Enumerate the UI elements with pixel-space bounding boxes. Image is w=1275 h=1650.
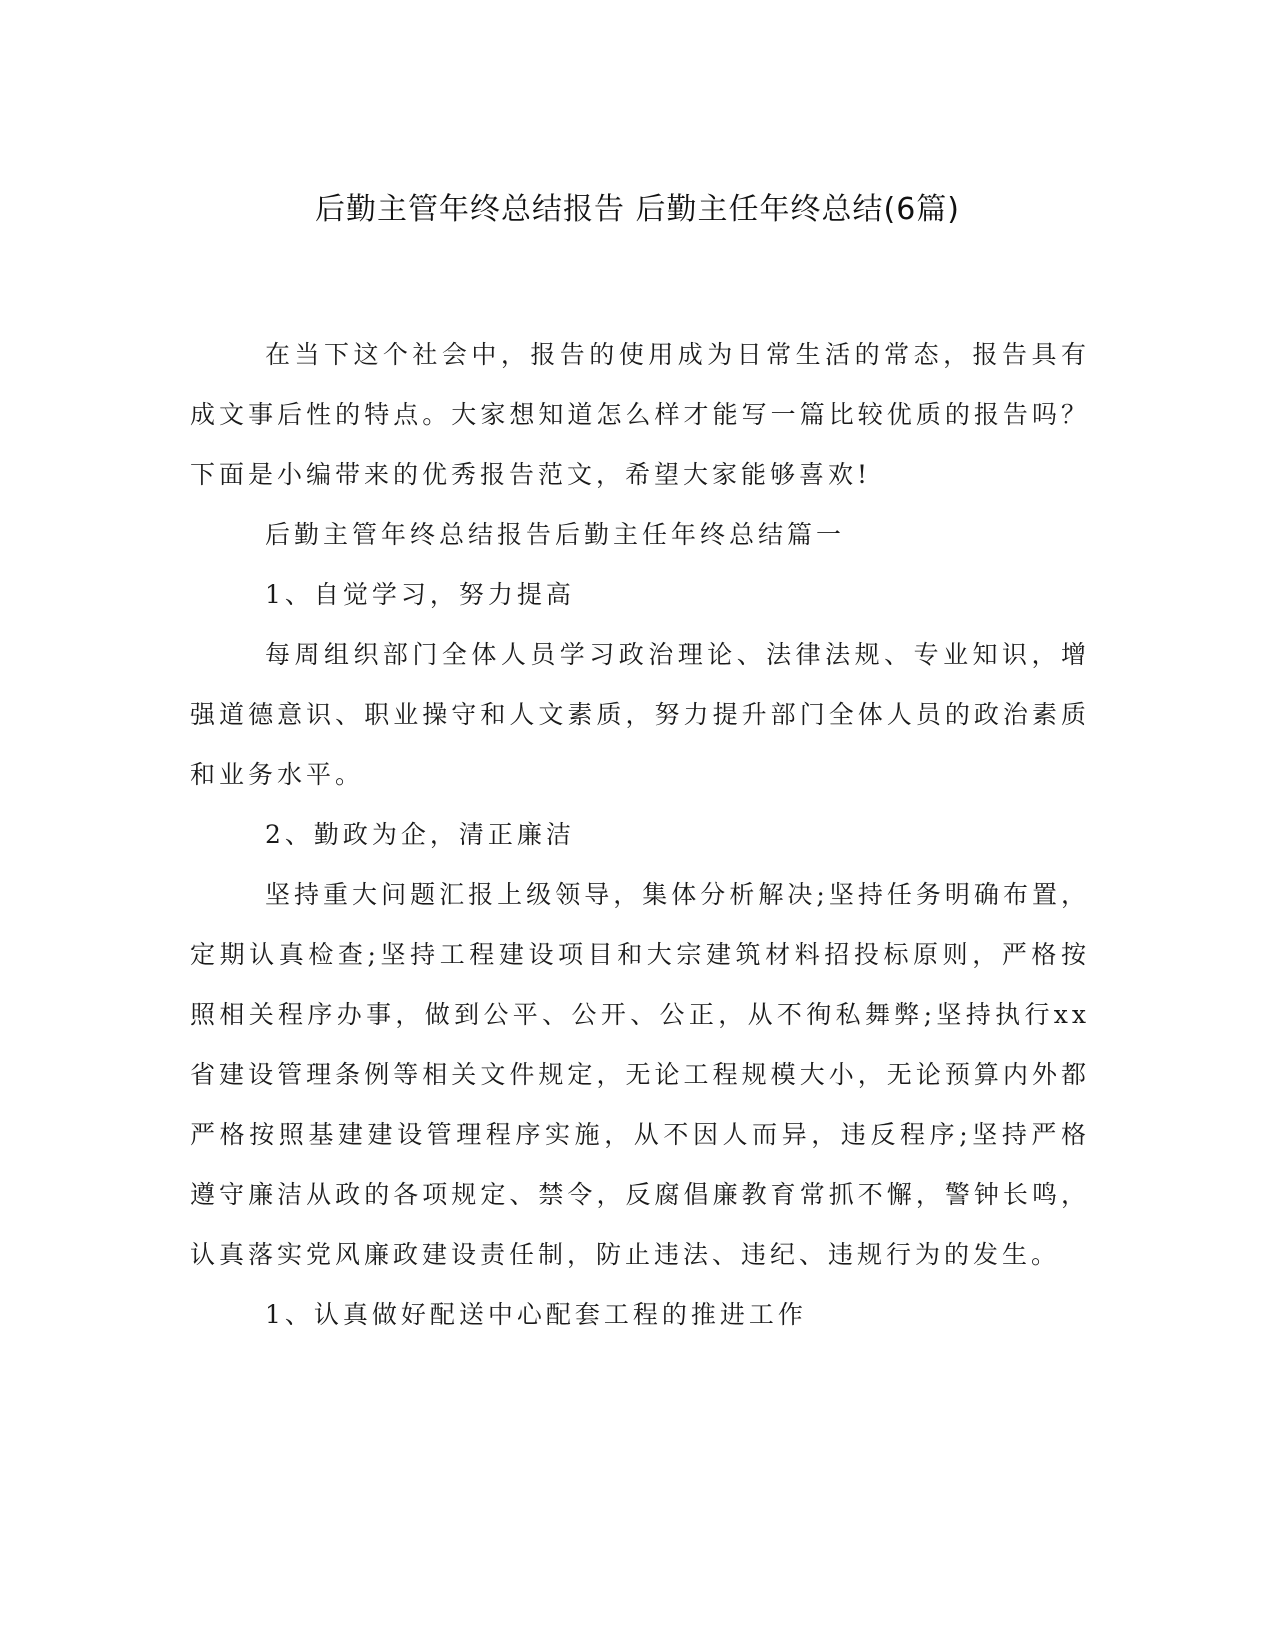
paragraph-study: 每周组织部门全体人员学习政治理论、法律法规、专业知识，增强道德意识、职业操守和人文素质，努力提升部门全体人员的政治素质和业务水平。 [190,640,1090,789]
paragraph-integrity: 坚持重大问题汇报上级领导，集体分析解决;坚持任务明确布置，定期认真检查;坚持工程建设项目和大宗建筑材料招投标原则，严格按照相关程序办事，做到公平、公开、公正，从不徇私舞弊;坚持执行xx省建设管理条例等相关文件规定，无论工程规模大小，无论预算内外都严格按照基建建设管理程序实施，从不因人而异，违反程序;坚持严格遵守廉洁从政的各项规定、禁令，反腐倡廉教育常抓不懈，警钟长鸣，认真落实党风廉政建设责任制，防止违法、违纪、违规行为的发生。 [190,880,1090,1269]
document-body [190,325,1090,1345]
section-heading: 后勤主管年终总结报告后勤主任年终总结篇一 [265,520,846,549]
document-title: 后勤主管年终总结报告 后勤主任年终总结(6篇) [314,192,961,227]
item-heading-1: 1、自觉学习，努力提高 [265,580,575,609]
item-heading-3: 1、认真做好配送中心配套工程的推进工作 [265,1300,807,1329]
item-heading-2: 2、勤政为企，清正廉洁 [265,820,575,849]
paragraph-intro: 在当下这个社会中，报告的使用成为日常生活的常态，报告具有成文事后性的特点。大家想知道怎么样才能写一篇比较优质的报告吗？下面是小编带来的优秀报告范文，希望大家能够喜欢! [190,340,1090,489]
